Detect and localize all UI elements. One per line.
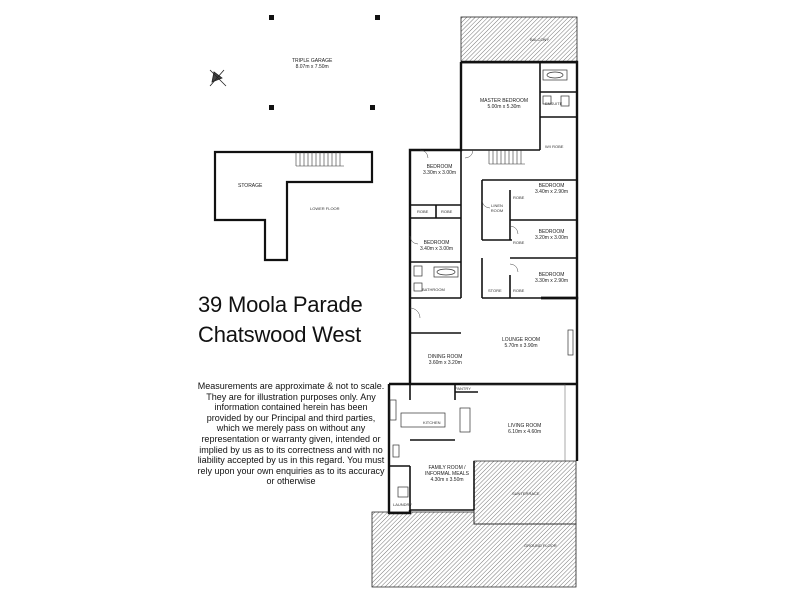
- bedroom-5-label: BEDROOM 3.30m x 2.90m: [535, 272, 569, 284]
- house-walls: [389, 62, 577, 513]
- dining-room-label: DINING ROOM 3.60m x 3.20m: [428, 354, 463, 366]
- storage-stairs: [296, 152, 344, 166]
- bedroom-3-label: BEDROOM 3.40m x 2.90m: [535, 183, 569, 195]
- robe-4-label: ROBE: [513, 240, 525, 245]
- property-address: [198, 290, 388, 350]
- master-bedroom-label: MASTER BEDROOM 5.00m x 5.30m: [480, 98, 529, 110]
- ensuite-label: ENSUITE: [545, 101, 563, 106]
- lounge-room-label: LOUNGE ROOM 5.70m x 3.90m: [502, 337, 541, 349]
- master-stairs: [489, 150, 525, 164]
- living-room-label: LIVING ROOM 6.10m x 4.60m: [508, 423, 542, 435]
- robe-1-label: ROBE: [417, 209, 429, 214]
- storage-walls: [215, 152, 372, 260]
- address-street: 39 Moola Parade: [198, 292, 363, 317]
- garage-label: TRIPLE GARAGE 8.07m x 7.50m: [292, 58, 333, 70]
- balcony-label: BALCONY: [530, 37, 550, 42]
- robe-5-label: ROBE: [513, 288, 525, 293]
- compass-icon: [210, 70, 226, 86]
- interior-walls: [389, 62, 577, 513]
- storage-label: STORAGE: [238, 183, 263, 189]
- bedroom-2-label: BEDROOM 3.40m x 3.00m: [420, 240, 454, 252]
- ground-floor-label: GROUND FLOOR: [524, 543, 557, 548]
- lower-floor-label: LOWER FLOOR: [310, 206, 340, 211]
- linen-room-label: LINEN ROOM: [490, 203, 504, 213]
- balcony-area: [461, 17, 577, 63]
- bedroom-1-label: BEDROOM 3.30m x 3.00m: [423, 164, 457, 176]
- kitchen-label: KITCHEN: [423, 420, 441, 425]
- pantry-label: PANTRY: [455, 386, 471, 391]
- bathroom-label: BATHROOM: [422, 287, 445, 292]
- disclaimer-text: Measurements are approximate & not to scale. They are for illustration purposes only. Any information contained herein has been provided by our Principal and third parties, which we merely pass on without any representation or warranty given, intended or implied by us as to its correctness and with no liability accepted by us in this regard. You must rely upon your own enquiries as to its accuracy or otherwise: [197, 381, 385, 487]
- store-label: STORE: [488, 288, 502, 293]
- robe-3-label: ROBE: [513, 195, 525, 200]
- bedroom-4-label: BEDROOM 3.20m x 3.00m: [535, 229, 569, 241]
- sunterrace-label: SUNTERRACE: [512, 491, 540, 496]
- laundry-label: LAUNDRY: [393, 502, 413, 507]
- wir-robe-label: W/I ROBE: [545, 144, 564, 149]
- family-room-label: FAMILY ROOM / INFORMAL MEALS 4.30m x 3.50m: [425, 465, 469, 483]
- address-suburb: Chatswood West: [198, 322, 362, 347]
- robe-2-label: ROBE: [441, 209, 453, 214]
